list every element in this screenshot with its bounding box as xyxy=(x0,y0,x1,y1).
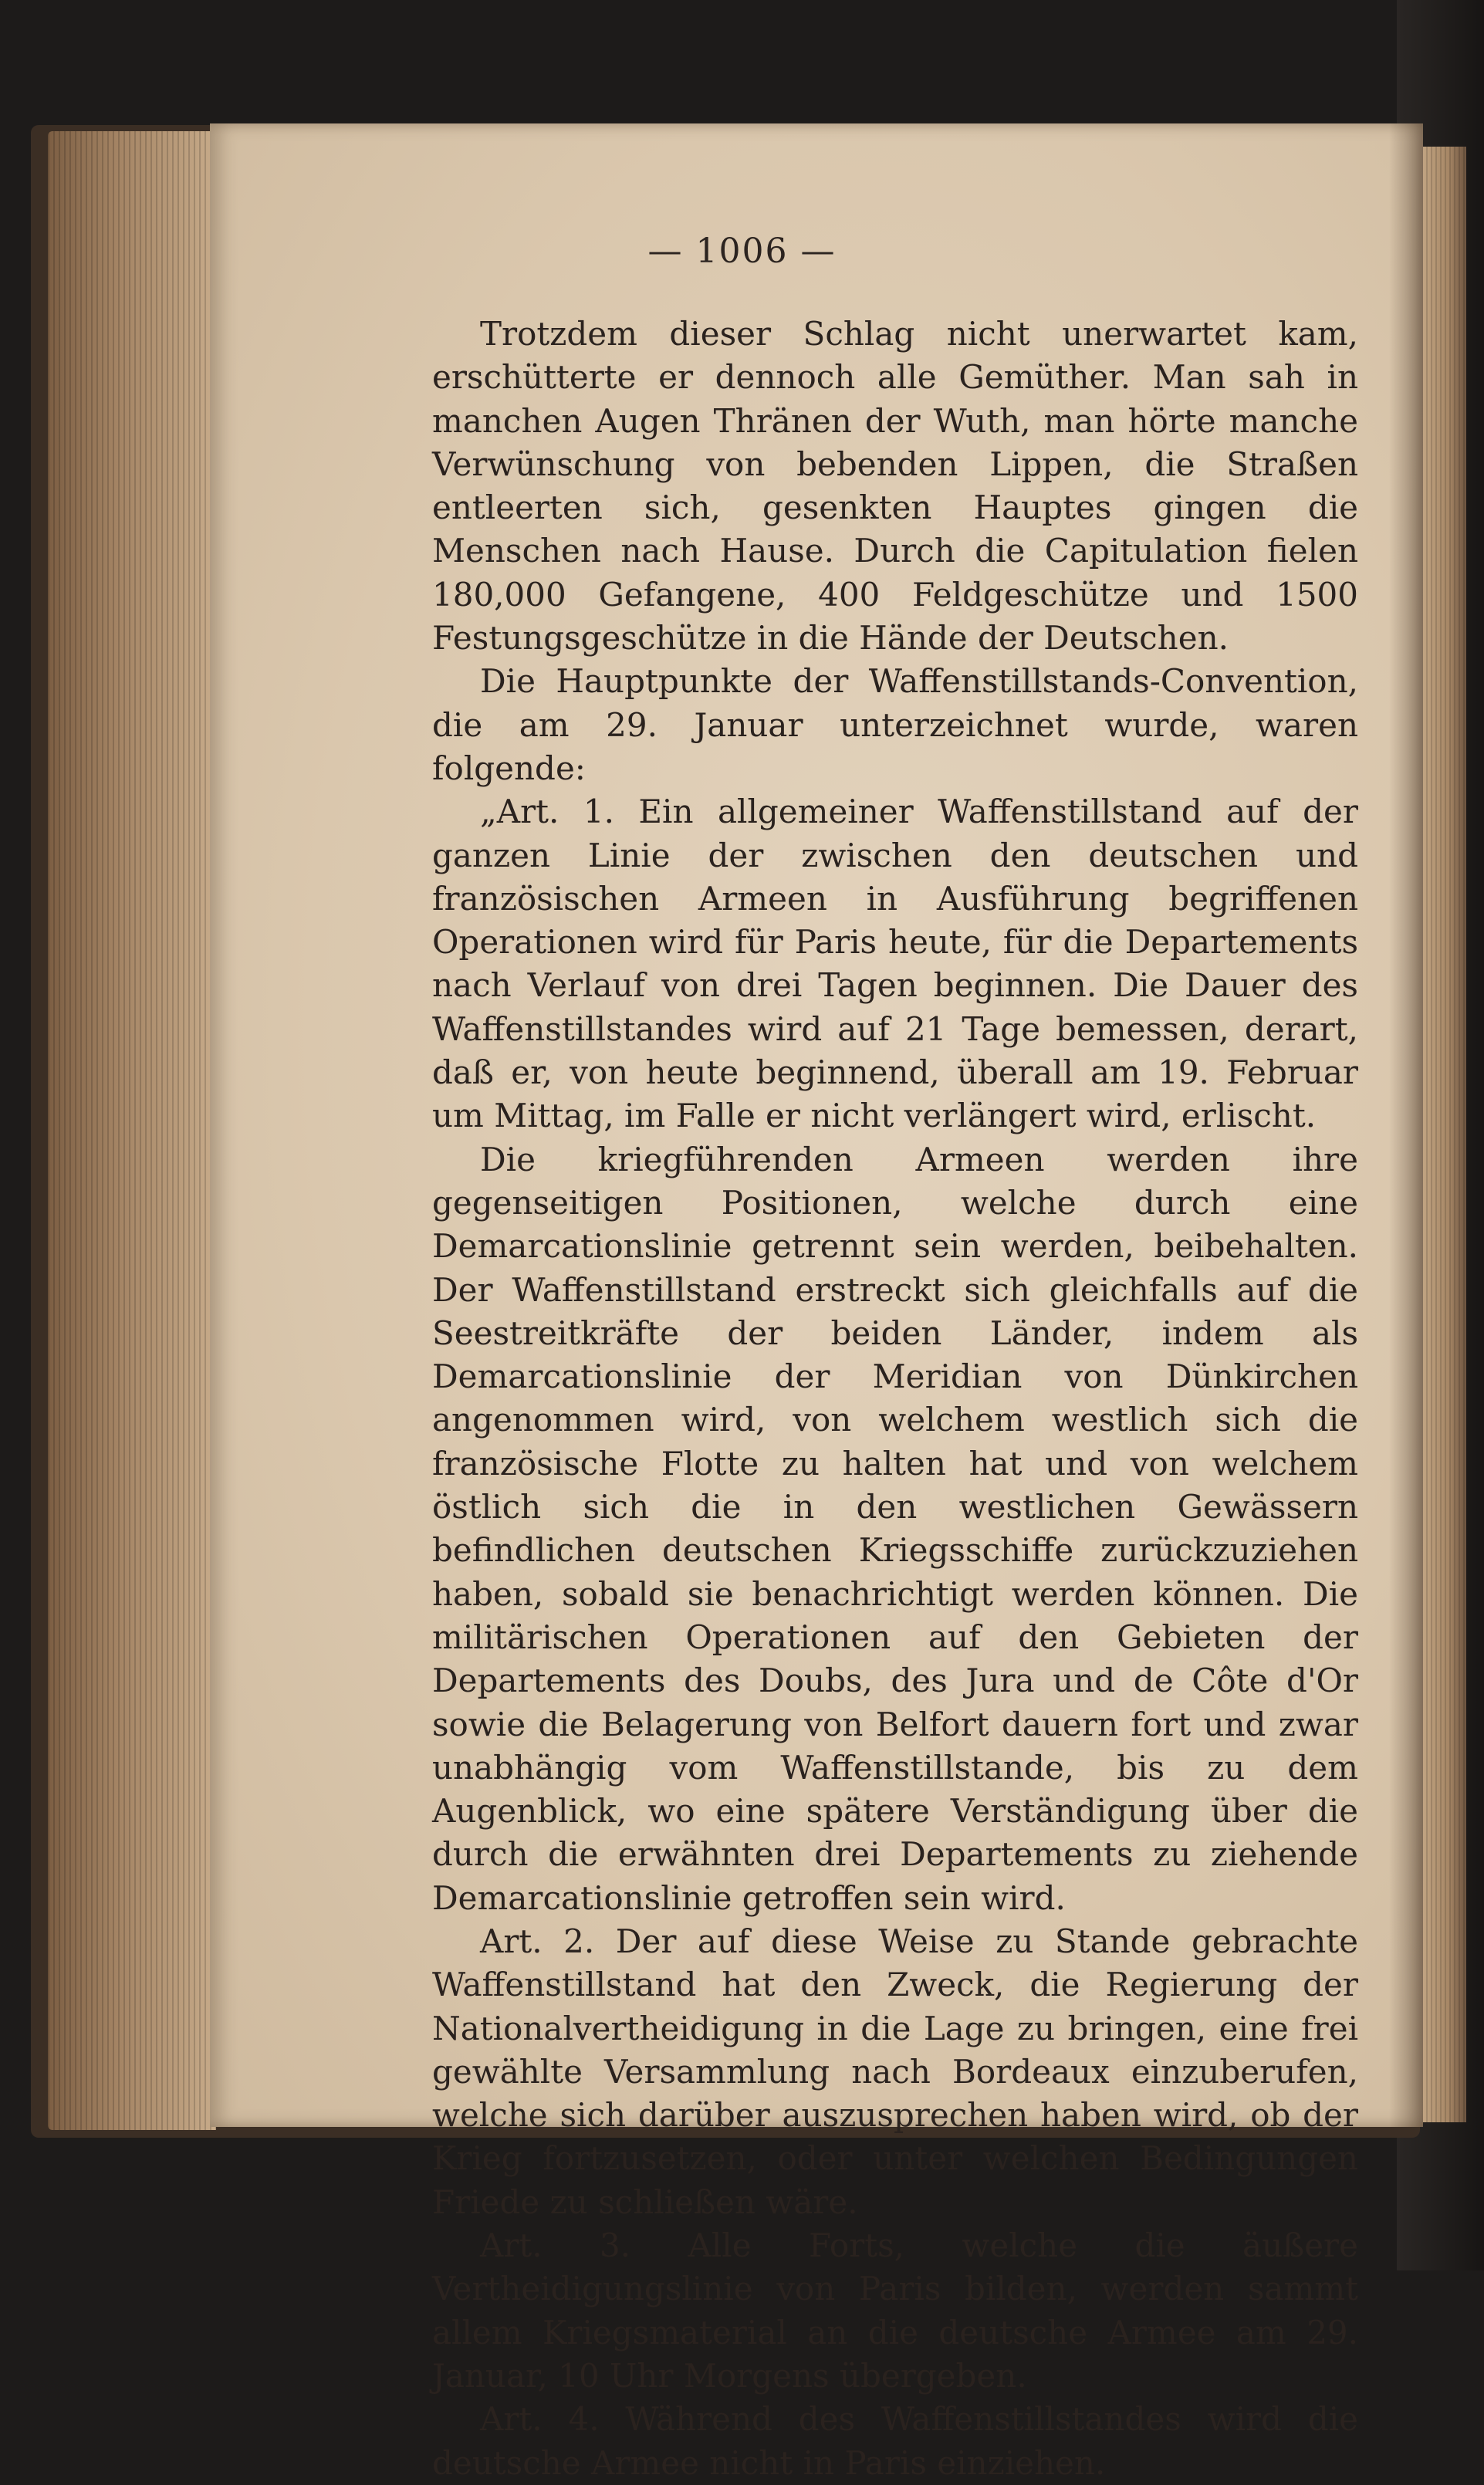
paragraph-art-2: Art. 2. Der auf diese Weise zu Stande gebrachte Waffenstillstand hat den Zweck, die Regierung der Nationalvertheidigung in die Lage zu bringen, eine frei gewählte Versammlung nach Bordeaux einzuberufen, welche sich darüber auszusprechen haben wird, ob der Krieg fortzusetzen, oder unter welchen Bedingungen Friede zu schließen wäre. xyxy=(432,1922,1358,2221)
paragraph-art-1: „Art. 1. Ein allgemeiner Waffenstillstand auf der ganzen Linie der zwischen den deutschen und französischen Armeen in Ausführung begriffenen Operationen wird für Paris heute, für die Departements nach Verlauf von drei Tagen beginnen. Die Dauer des Waffenstillstandes wird auf 21 Tage bemessen, derart, daß er, von heute beginnend, überall am 19. Februar um Mittag, im Falle er nicht verlängert wird, erlischt. xyxy=(432,793,1358,1135)
paragraph-art-3: Art. 3. Alle Forts, welche die äußere Vertheidigungslinie von Paris bilden, werden sammt allem Kriegsmaterial an die deutsche Armee am 29. Januar, 10 Uhr Morgens übergeben. xyxy=(432,2226,1358,2395)
paragraph-art-4: Art. 4. Während des Waffenstillstandes wird die deutsche Armee nicht in Paris einziehen. xyxy=(432,2400,1358,2482)
paragraph: Die Hauptpunkte der Waffenstillstands-Convention, die am 29. Januar unterzeichnet wurde, waren folgende: xyxy=(432,662,1358,787)
page-number: — 1006 — xyxy=(647,232,837,271)
gutter-shadow xyxy=(1389,123,1423,2127)
paragraph: Trotzdem dieser Schlag nicht unerwartet kam, erschütterte er dennoch alle Gemüther. Man sah in manchen Augen Thränen der Wuth, man hörte manche Verwünschung von bebenden Lippen, die Straßen entleerten sich, gesenkten Hauptes gingen die Menschen nach Hause. Durch die Capitulation fielen 180,000 Gefangene, 400 Feldgeschütze und 1500 Festungsgeschütze in die Hände der Deutschen. xyxy=(432,315,1358,658)
paragraph: Die kriegführenden Armeen werden ihre gegenseitigen Positionen, welche durch eine Demarcationslinie getrennt sein werden, beibehalten. Der Waffenstillstand erstreckt sich gleichfalls auf die Seestreitkräfte der beiden Länder, indem als Demarcationslinie der Meridian von Dünkirchen angenommen wird, von welchem westlich sich die französische Flotte zu halten hat und von welchem östlich sich die in den westlichen Gewässern befindlichen deutschen Kriegsschiffe zurückzuziehen haben, sobald sie benachrichtigt werden können. Die militärischen Operationen auf den Gebieten der Departements des Doubs, des Jura und de Côte d'Or sowie die Belagerung von Belfort dauern fort und zwar unabhängig vom Waffenstillstande, bis zu dem Augenblick, wo eine spätere Verständigung über die durch die erwähnten drei Departements zu ziehende Demarcationslinie getroffen sein wird. xyxy=(432,1140,1358,1917)
page-edges-right xyxy=(1421,147,1466,2122)
page-edges-left xyxy=(48,131,216,2130)
body-text xyxy=(432,313,1358,2485)
